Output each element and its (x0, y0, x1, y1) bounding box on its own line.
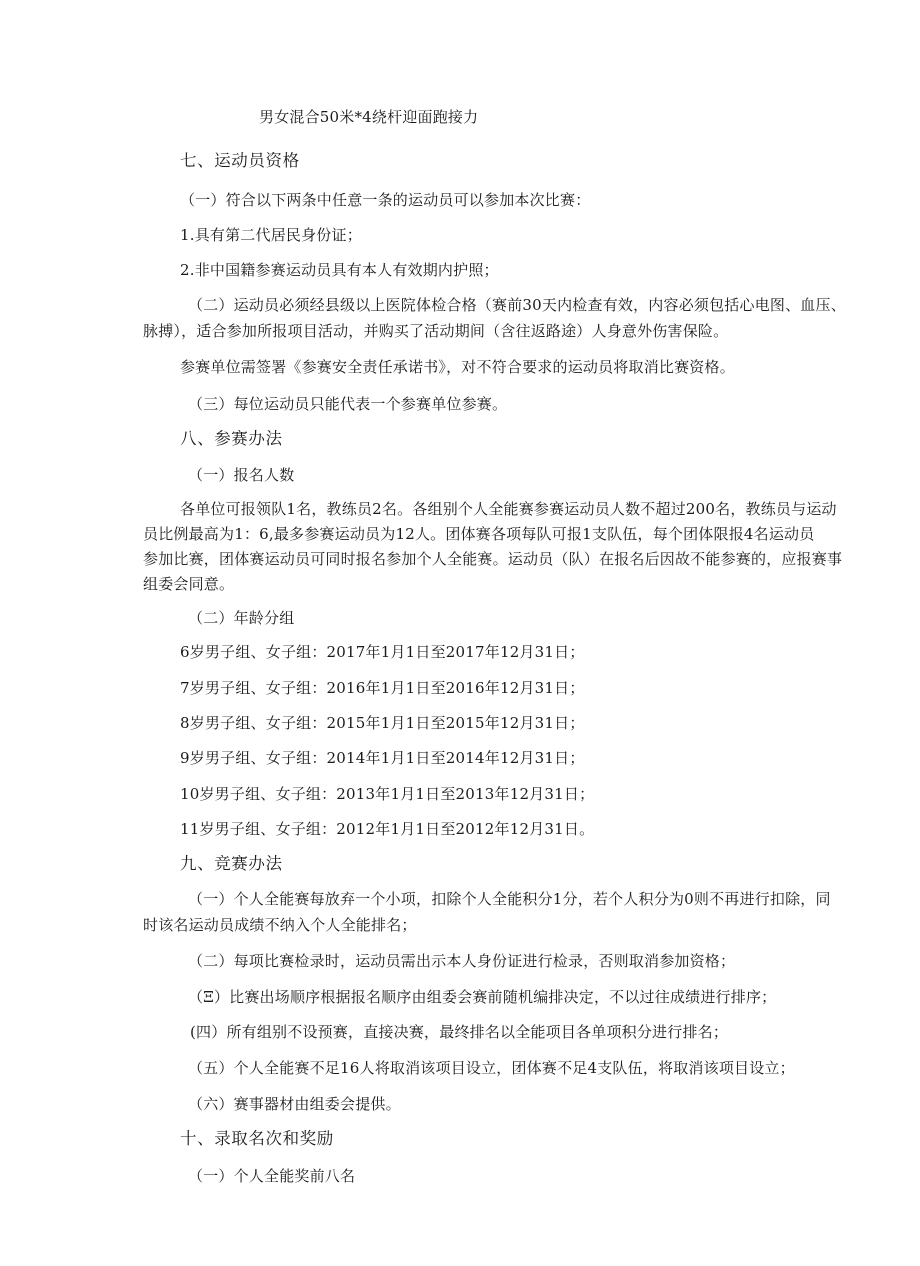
paragraph: （一）符合以下两条中任意一条的运动员可以参加本次比赛： (180, 191, 591, 209)
subheading: （二）年龄分组 (188, 609, 295, 627)
paragraph-line: 员比例最高为1：6,最多参赛运动员为12人。团体赛各项每队可报1支队伍，每个团体限报4名运动员 (143, 525, 815, 543)
paragraph-line: 参加比赛，团体赛运动员可同时报名参加个人全能赛。运动员（队）在报名后因故不能参赛的，应报赛事 (143, 550, 843, 568)
rule-item: （五）个人全能赛不足16人将取消该项目设立，团体赛不足4支队伍，将取消该项目设立； (188, 1059, 795, 1077)
section-7-heading: 七、运动员资格 (180, 151, 300, 170)
section-9-heading: 九、竞赛办法 (180, 854, 283, 873)
age-group-item: 7岁男子组、女子组：2016年1月1日至2016年12月31日； (180, 679, 585, 697)
paragraph-line: 组委会同意。 (143, 575, 235, 593)
subheading: （一）个人全能奖前八名 (188, 1167, 356, 1185)
paragraph-line: （一）个人全能赛每放弃一个小项，扣除个人全能积分1分，若个人积分为0则不再进行扣除，同 (188, 890, 831, 908)
age-group-item: 8岁男子组、女子组：2015年1月1日至2015年12月31日； (180, 714, 585, 732)
paragraph: 参赛单位需签署《参赛安全责任承诺书》，对不符合要求的运动员将取消比赛资格。 (180, 358, 735, 376)
paragraph-line: 时该名运动员成绩不纳入个人全能排名； (143, 916, 417, 934)
event-line: 男女混合50米*4绕杆迎面跑接力 (259, 108, 479, 126)
age-group-item: 9岁男子组、女子组：2014年1月1日至2014年12月31日； (180, 749, 585, 767)
paragraph-line: 脉搏），适合参加所报项目活动，并购买了活动期间（含往返路途）人身意外伤害保险。 (143, 322, 729, 340)
rule-item: （二）每项比赛检录时，运动员需出示本人身份证进行检录，否则取消参加资格； (188, 952, 736, 970)
section-8-heading: 八、参赛办法 (180, 429, 283, 448)
paragraph-line: （二）运动员必须经县级以上医院体检合格（赛前30天内检查有效，内容必须包括心电图、血压、 (188, 296, 846, 314)
rule-item: (四）所有组别不设预赛，直接决赛，最终排名以全能项目各单项积分进行排名； (190, 1023, 729, 1041)
age-group-item: 6岁男子组、女子组：2017年1月1日至2017年12月31日； (180, 643, 585, 661)
paragraph-line: 各单位可报领队1名，教练员2名。各组别个人全能赛参赛运动员人数不超过200名，教练员与运动 (180, 500, 837, 518)
subheading: （一）报名人数 (188, 466, 295, 484)
paragraph: （三）每位运动员只能代表一个参赛单位参赛。 (188, 395, 508, 413)
age-group-item: 11岁男子组、女子组：2012年1月1日至2012年12月31日。 (180, 820, 595, 838)
rule-item: （Ξ）比赛出场顺序根据报名顺序由组委会赛前随机编排决定，不以过往成绩进行排序； (188, 988, 777, 1006)
rule-item: （六）赛事器材由组委会提供。 (188, 1095, 401, 1113)
section-10-heading: 十、录取名次和奖励 (180, 1129, 334, 1148)
list-item: 2.非中国籍参赛运动员具有本人有效期内护照； (180, 261, 499, 279)
age-group-item: 10岁男子组、女子组：2013年1月1日至2013年12月31日； (180, 785, 595, 803)
list-item: 1.具有第二代居民身份证； (180, 226, 362, 244)
